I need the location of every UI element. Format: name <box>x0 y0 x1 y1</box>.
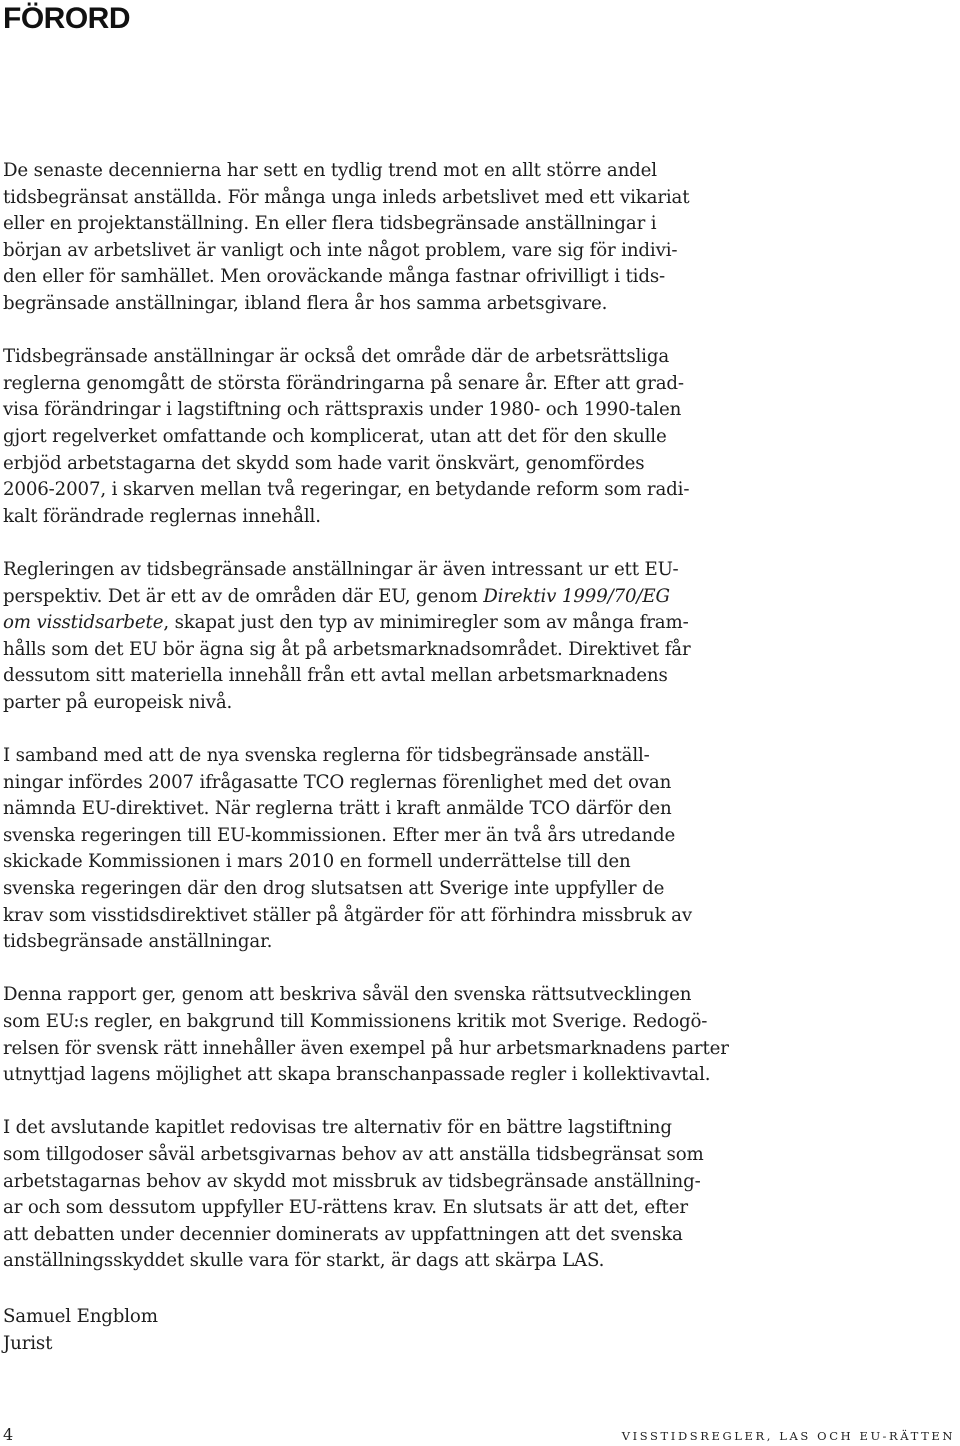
running-footer-title: VISSTIDSREGLER, LAS OCH EU-RÄTTEN <box>621 1429 955 1443</box>
paragraph-3-text-2: , skapat just den typ av minimiregler som av många fram- hålls som det EU bör ägna sig åt på arbetsmarknadsområdet. Direktivet får dessutom sitt materiella innehåll från ett avtal mellan arbetsmarknadens parter på europeisk nivå. <box>3 612 691 713</box>
body-text <box>3 158 943 1302</box>
paragraph-2: Tidsbegränsade anställningar är också det område där de arbetsrättsliga reglerna genomgått de största förändringarna på senare år. Efter att grad- visa förändringar i lagstiftning och rättspraxis under 1980- och 1990-talen gjort regelverket omfattande och komplicerat, utan att det för den skulle erbjöd arbetstagarna det skydd som hade varit önskvärt, genomfördes 2006-2007, i skarven mellan två regeringar, en betydande reform som radi- kalt förändrade reglernas innehåll. <box>3 346 690 527</box>
directive-title: Direktiv 1999/70/EG om visstidsarbete <box>3 585 670 634</box>
page-number: 4 <box>3 1425 14 1444</box>
signature <box>3 1304 158 1357</box>
paragraph-3 <box>3 557 943 717</box>
signature-name: Samuel Engblom <box>3 1306 158 1327</box>
paragraph-4: I samband med att de nya svenska reglerna för tidsbegränsade anställ- ningar infördes 2007 ifrågasatte TCO reglernas förenlighet med det ovan nämnda EU-direktivet. När reglerna trätt i kraft anmälde TCO därför den svenska regeringen till EU-kommissionen. Efter mer än två års utredande skickade Kommissionen i mars 2010 en formell underrättelse till den svenska regeringen där den drog slutsatsen att Sverige inte uppfyller de krav som visstidsdirektivet ställer på åtgärder för att förhindra missbruk av tidsbegränsade anställningar. <box>3 745 692 953</box>
paragraph-6: I det avslutande kapitlet redovisas tre alternativ för en bättre lagstiftning som tillgodoser såväl arbetsgivarnas behov av att anställa tidsbegränsat som arbetstagarnas behov av skydd mot missbruk av tidsbegränsade anställning- ar och som dessutom uppfyller EU-rättens krav. En slutsats är att det, efter att debatten under decennier dominerats av uppfattningen att det svenska anställningsskyddet skulle vara för starkt, är dags att skärpa LAS. <box>3 1117 704 1272</box>
signature-title: Jurist <box>3 1332 53 1354</box>
paragraph-5: Denna rapport ger, genom att beskriva såväl den svenska rättsutvecklingen som EU:s regler, en bakgrund till Kommissionens kritik mot Sverige. Redogö- relsen för svensk rätt innehåller även exempel på hur arbetsmarknadens parter utnyttjad lagens möjlighet att skapa branschanpassade regler i kollektivavtal. <box>3 984 729 1086</box>
paragraph-3-text-1: Regleringen av tidsbegränsade anställningar är även intressant ur ett EU- perspektiv. Det är ett av de områden där EU, genom <box>3 558 679 607</box>
paragraph-1: De senaste decennierna har sett en tydlig trend mot en allt större andel tidsbegränsat anställda. För många unga inleds arbetslivet med ett vikariat eller en projektanställning. En eller flera tidsbegränsade anställningar i början av arbetslivet är vanligt och inte något problem, vare sig för indivi- den eller för samhället. Men oroväckande många fastnar ofrivilligt i tids- begränsade anställningar, ibland flera år hos samma arbetsgivare. <box>3 160 690 314</box>
page-heading: FÖRORD <box>3 2 130 35</box>
